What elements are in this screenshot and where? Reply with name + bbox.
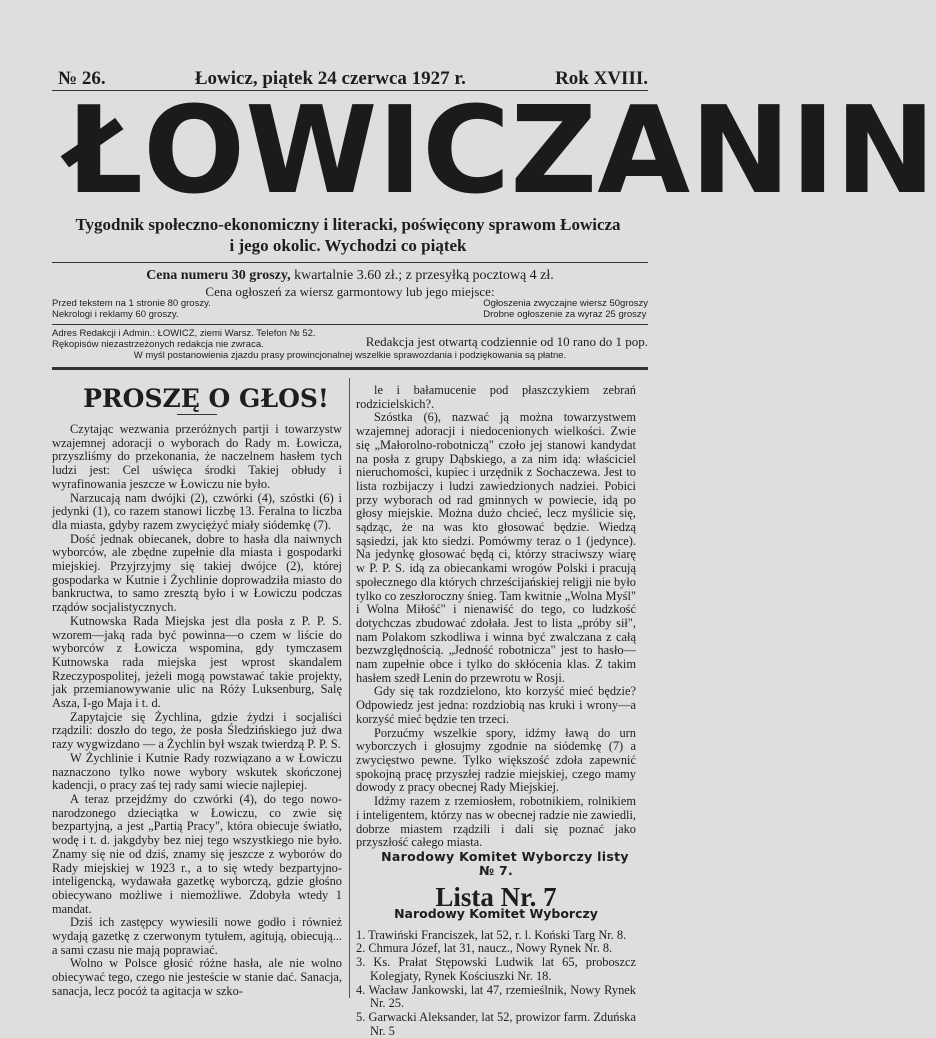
article-paragraph: Szóstka (6), nazwać ją można towarzystwem wzajemnej adoracji i niedocenionych wielkości. Zwie się „Małorolno-robotniczą" czoło jej stanowi kandydat na posła z grupy Dąbskiego, a za nim idą: właściciel nieruchomości, kupiec i urzędnik z Sochaczewa. Jest to lista rozbijaczy i ludzi zawiedzionych nadziei. Pobici przy wyborach od rad gminnych w powiecie, idą po głosy miejskie. Można dużo chcieć, lecz myślicie się, sądząc, że na was kto głosować będzie. Wiedzą sąsiedzi, jak kto siedzi. Pomówmy teraz o 1 (jedynce). Na jedynkę głosować będą ci, którzy straciwszy wiarę w P. P. S. idą za obiecankami wrogów Polski i pracują społecznego dla których chrześcijańskiej religji nie było tylko co zeszłoroczny śnieg. Tam kwitnie „Wolna Myśl" i Wolna Miłość" i nienawiść do tego, co ludzkość dotychczas zbudować zdołała. Jest to lista „próby sił", nam Polakom szkodliwa i winna być zwalczana z całą bezwzględnością. „Jedność robotnicza" jest to hasło—nam zupełnie obce i tylko do skłócenia klas. Z takim hasłem szedł Lenin do przewrotu w Rosji. [356,410,636,685]
place-date: Łowicz, piątek 24 czerwca 1927 r. [194,68,466,89]
ad-rates [52,298,648,320]
article-paragraph: Czytając wezwania przeróżnych partji i towarzystw wzajemnej adoracji o wyborach do Rady m. Łowicza, przyszliśmy do przekonania, że naczelnem hasłem tych ludzi jest: Cel uświęca środki Takiej obłudy i wyrafinowania jeszcze w Łowiczu nie było. [52,422,342,491]
rate-text: Ogłoszenia zwyczajne wiersz 50groszy [483,298,648,309]
title-rule [177,414,217,415]
list-title: Lista Nr. 7 [435,882,557,913]
article-paragraph: Narzucają nam dwójki (2), czwórki (4), szóstki (6) i jedynki (1), co razem stanowi liczbę 13. Feralna to liczba dla miasta, gdyby razem zwyciężyć miały siódemkę (7). [52,490,342,532]
candidate-item: 3. Ks. Prałat Stępowski Ludwik lat 65, proboszcz Kolegjaty, Rynek Kościuszki Nr. 18. [356,955,636,983]
masthead-letter: Z [510,82,598,221]
subtitle-line: Tygodnik społeczno-ekonomiczny i literacki, poświęcony sprawom Łowicza [75,215,621,234]
masthead-letter: O [143,82,246,221]
issue-number: № 26. [58,68,106,89]
article-paragraph: Dość jednak obiecanek, dobre to hasła dla naiwnych wyborców, ale zbędne zupełnie dla miasta i gospodarki miejskiej. Przyjrzyjmy się takiej dwójce (2), której gospodarka w Kutnie i Żychlinie doprowadziła miasto do bankructwa, to samo zresztą było i w Łowiczu podczas rządów socjalistycznych. [52,531,342,615]
article-paragraph: W Żychlinie i Kutnie Rady rozwiązano a w Łowiczu naznaczono tylko nowe wybory wskutek skończonej kadencji, o pracy zaś tej rady sami wiecie najlepiej. [52,750,342,793]
office-hours: Redakcja jest otwartą codziennie od 10 rano do 1 pop. [365,334,648,349]
candidate-item: 2. Chmura Józef, lat 31, naucz., Nowy Rynek Nr. 8. [356,941,613,956]
masthead-letter: C [422,82,511,221]
masthead-letter: W [245,82,378,221]
address-block [52,328,342,350]
article-paragraph: Wolno w Polsce głosić różne hasła, ale nie wolno obiecywać tego, czego nie jesteście w stanie dać. Sanacja, sanacja, lecz pocóż ta agitacja w szko- [52,956,342,998]
masthead-title [66,82,936,221]
candidate-item: 4. Wacław Jankowski, lat 47, rzemieślnik, Nowy Rynek Nr. 25. [356,982,636,1011]
candidate-list [356,929,636,1038]
article-paragraph: Gdy się tak rozdzielono, kto korzyść mieć będzie? Odpowiedz jest jedna: rozdziobią nas kruki i wrony—a korzyść mieć będzie ten trzeci. [356,684,636,726]
article-paragraph: A teraz przejdźmy do czwórki (4), do tego nowo-narodzonego dzieciątka w Łowiczu, co zwie się bezpartyjną, a jest „Partią Pracy", która obiecuje światło, wodę i t. d. jakgdyby bez niej tego wszystkiego nie było. Znamy się nie od dziś, znamy się jeszcze z wyborów do Rady miejskiej w 1923 r., a to się wtedy bezpartyjno-inteligencką, wydawała gazetkę wyborczą, gdzie głośno obiecywano możliwe i niemożliwe. Zdobyła wtedy 1 mandat. [52,791,342,916]
masthead-letter: A [597,82,691,221]
article-left-column [52,384,342,999]
masthead-letter: Ł [66,82,144,221]
price-line [52,268,648,284]
committee-name: Narodowy Komitet Wyborczy [394,906,598,922]
rates-right [483,298,648,320]
article-right-column [356,384,636,1038]
article-paragraph: Kutnowska Rada Miejska jest dla posła z P. P. S. wzorem—jaką rada być powinna—o czem w liście do wyborców z Łowicza wspomina, gdy tymczasem Kutnowska rada miejska jest wprost skandalem Rzeczypospolitej, jeżeli mogą powstawać takie projekty, jak przemianowywanie ulic na Róży Luksenburg, Salę Asza, I-go Maja i t. d. [52,613,342,711]
address-line: Adres Redakcji i Admin.: ŁOWICZ, ziemi Warsz. Telefon № 52. [52,328,316,339]
subtitle [40,214,656,256]
article-paragraph: le i bałamucenie pod płaszczykiem zebrań rodzicielskich?. [356,383,636,411]
price-bold: Cena numeru 30 groszy, [146,268,291,283]
price-rule [52,262,648,263]
article-paragraph: Idźmy razem z rzemiosłem, robotnikiem, rolnikiem i inteligentem, którzy nas w obecnej radzie nie zawiedli, dobrze miastem rządzili i dali się poznać jako przyszłość całego miasta. [356,794,636,850]
masthead-letter: N [835,82,936,221]
masthead-letter: N [690,82,791,221]
column-divider [349,378,350,998]
rate-text: Drobne ogłoszenie za wyraz 25 groszy [483,309,647,320]
address-line: Rękopisów niezastrzeżonych redakcja nie zwraca. [52,339,264,350]
rates-left [52,298,211,320]
price-rest: kwartalnie 3.60 zł.; z przesyłką pocztową 4 zł. [290,268,554,283]
article-title: PROSZĘ O GŁOS! [83,384,329,413]
rate-text: Przed tekstem na 1 stronie 80 groszy. [52,298,211,309]
subtitle-line: i jego okolic. Wychodzi co piątek [229,236,467,255]
masthead-letter: I [790,82,836,221]
rate-text: Nekrologi i reklamy 60 groszy. [52,309,179,320]
article-signature: Narodowy Komitet Wyborczy listy № 7. [381,848,629,878]
candidate-item: 1. Trawiński Franciszek, lat 52, r. l. Koński Targ Nr. 8. [356,927,627,942]
volume-year: Rok XVIII. [555,68,648,89]
motion-note: W myśl postanowienia zjazdu prasy prowincjonalnej wszelkie sprawozdania i podziękowania są płatne. [133,350,567,361]
ads-line: Cena ogłoszeń za wiersz garmontowy lub jego miejsce: [205,284,495,299]
article-paragraph: Dziś ich zastępcy wywiesili nowe godło i również wydają gazetkę z czerwonym tytułem, agitują, obiecują... a sami czasu nie mają poprawiać. [52,915,342,957]
address-rule [52,324,648,325]
section-rule [52,367,648,370]
candidate-item: 5. Garwacki Aleksander, lat 52, prowizor farm. Zduńska Nr. 5 [356,1009,636,1038]
article-paragraph: Porzućmy wszelkie spory, idźmy ławą do urn wyborczych i głosujmy zgodnie na siódemkę (7) a zwycięstwo pewne. Tylko większość zdoła zapewnić spokojną pracę przyszłej radzie miejskiej, czego mamy dowody z pracy obecnej Rady Miejskiej. [356,725,636,795]
article-paragraph: Zapytajcie się Żychlina, gdzie żydzi i socjaliści rządzili: doszło do tego, że posła Śledzińskiego już dwa razy wygwizdano — a Żychlin był wszak twierdzą P. P. S. [52,709,342,752]
masthead-letter: I [377,82,423,221]
